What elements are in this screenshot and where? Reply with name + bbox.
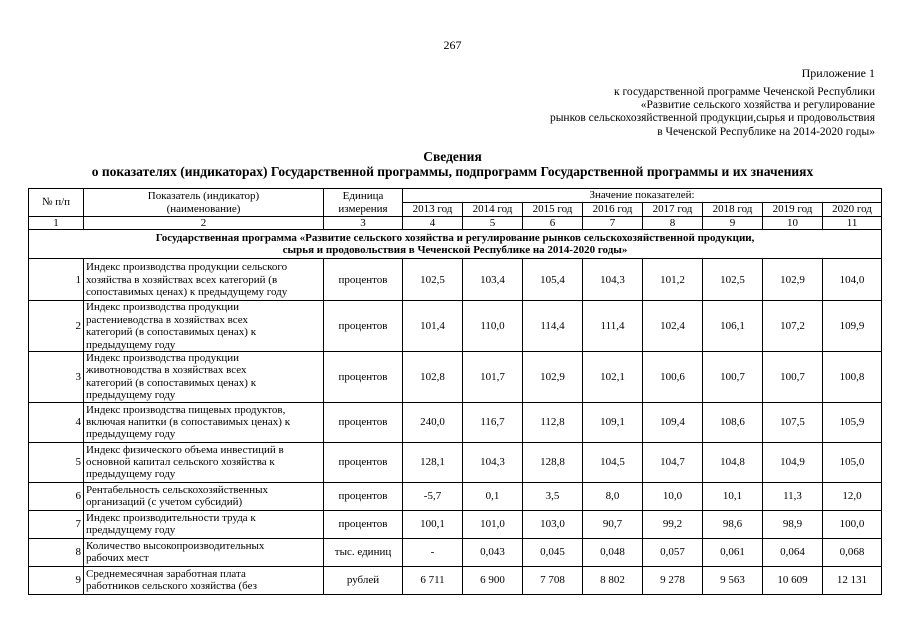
column-number: 10 [763, 217, 823, 230]
value-cell: 0,048 [583, 538, 643, 566]
column-header-unit-line: измерения [338, 202, 388, 215]
heading-subtitle: о показателях (индикаторах) Государственной программы, подпрограмм Государственной программы и их значениях [91, 164, 814, 179]
value-cell: - [403, 538, 463, 566]
indicator-name-line: животноводства в хозяйствах всех [86, 364, 247, 377]
indicator-name [84, 259, 324, 301]
value-cell: 10 609 [763, 566, 823, 594]
value-cell: 11,3 [763, 482, 823, 510]
indicator-name [84, 352, 324, 403]
indicator-name-line: предыдущему году [86, 524, 176, 537]
value-cell: 7 708 [523, 566, 583, 594]
indicator-name-line: сопоставимых ценах) к предыдущему году [86, 286, 288, 299]
value-cell: 108,6 [703, 402, 763, 442]
value-cell: 0,068 [823, 538, 882, 566]
indicator-name-line: Индекс производства продукции [86, 301, 240, 314]
indicators-table-body [29, 189, 882, 595]
column-header-unit [324, 189, 403, 217]
value-cell: 0,1 [463, 482, 523, 510]
indicator-name-line: организаций (с учетом субсидий) [86, 496, 243, 509]
indicator-name-line: работников сельского хозяйства (без [86, 580, 257, 593]
unit-cell: тыс. единиц [324, 538, 403, 566]
column-header-indicator-line: Показатель (индикатор) [147, 190, 260, 203]
value-cell: 0,045 [523, 538, 583, 566]
value-cell: 114,4 [523, 301, 583, 352]
value-cell: 8 802 [583, 566, 643, 594]
unit-cell: процентов [324, 259, 403, 301]
value-cell: 102,5 [403, 259, 463, 301]
column-header-values: Значение показателей: [403, 189, 882, 203]
year-header: 2017 год [643, 203, 703, 217]
row-number: 6 [29, 482, 84, 510]
row-number: 8 [29, 538, 84, 566]
value-cell: 104,3 [583, 259, 643, 301]
value-cell: 98,9 [763, 510, 823, 538]
indicator-name [84, 482, 324, 510]
program-reference-line: к государственной программе Чеченской Республики [614, 86, 875, 98]
value-cell: 103,4 [463, 259, 523, 301]
value-cell: 104,0 [823, 259, 882, 301]
value-cell: 9 278 [643, 566, 703, 594]
unit-cell: процентов [324, 442, 403, 482]
document-heading [0, 149, 905, 179]
value-cell: 6 900 [463, 566, 523, 594]
indicator-name-line: Индекс производства продукции [86, 352, 240, 365]
column-number: 9 [703, 217, 763, 230]
program-title-row [29, 230, 882, 259]
value-cell: 102,9 [763, 259, 823, 301]
indicator-name-line: предыдущему году [86, 428, 176, 441]
program-title-line: сырья и продовольствия в Чеченской Республике на 2014-2020 годы» [282, 244, 628, 257]
table-row [29, 301, 882, 352]
value-cell: 0,064 [763, 538, 823, 566]
indicator-name-line: Количество высокопроизводительных [86, 539, 265, 552]
indicator-name-line: Индекс производительности труда к [86, 511, 256, 524]
unit-cell: процентов [324, 352, 403, 403]
year-header: 2019 год [763, 203, 823, 217]
indicator-name-line: хозяйства в хозяйствах всех категорий (в [86, 273, 278, 286]
column-number: 1 [29, 217, 84, 230]
year-header: 2014 год [463, 203, 523, 217]
value-cell: 106,1 [703, 301, 763, 352]
indicator-name-line: Индекс производства продукции сельского [86, 261, 288, 274]
indicator-name-line: предыдущему году [86, 468, 176, 481]
value-cell: 109,9 [823, 301, 882, 352]
indicator-name-line: растениеводства в хозяйствах всех [86, 313, 248, 326]
row-number: 5 [29, 442, 84, 482]
value-cell: 99,2 [643, 510, 703, 538]
value-cell: 109,4 [643, 402, 703, 442]
heading-title: Сведения [423, 149, 482, 164]
unit-cell: процентов [324, 510, 403, 538]
value-cell: 104,7 [643, 442, 703, 482]
indicator-name-line: категорий (в сопоставимых ценах) к [86, 376, 257, 389]
indicator-name [84, 510, 324, 538]
year-header: 2015 год [523, 203, 583, 217]
indicator-name [84, 402, 324, 442]
value-cell: 0,057 [643, 538, 703, 566]
indicator-name [84, 442, 324, 482]
value-cell: 240,0 [403, 402, 463, 442]
indicator-name-line: категорий (в сопоставимых ценах) к [86, 326, 257, 339]
program-title [29, 230, 882, 259]
column-number: 8 [643, 217, 703, 230]
year-header: 2020 год [823, 203, 882, 217]
table-row [29, 510, 882, 538]
value-cell: 107,2 [763, 301, 823, 352]
value-cell: 111,4 [583, 301, 643, 352]
value-cell: 116,7 [463, 402, 523, 442]
value-cell: 101,0 [463, 510, 523, 538]
value-cell: 109,1 [583, 402, 643, 442]
indicators-table [28, 188, 882, 595]
value-cell: 100,7 [703, 352, 763, 403]
value-cell: 107,5 [763, 402, 823, 442]
year-header: 2013 год [403, 203, 463, 217]
value-cell: 6 711 [403, 566, 463, 594]
unit-cell: рублей [324, 566, 403, 594]
value-cell: 100,6 [643, 352, 703, 403]
value-cell: 101,4 [403, 301, 463, 352]
column-number: 3 [324, 217, 403, 230]
value-cell: 8,0 [583, 482, 643, 510]
table-row [29, 402, 882, 442]
column-number: 11 [823, 217, 882, 230]
column-header-indicator [84, 189, 324, 217]
column-number: 5 [463, 217, 523, 230]
table-row [29, 442, 882, 482]
value-cell: 90,7 [583, 510, 643, 538]
unit-cell: процентов [324, 402, 403, 442]
indicator-name-line: Среднемесячная заработная плата [86, 567, 246, 580]
value-cell: 12 131 [823, 566, 882, 594]
program-reference-line: «Развитие сельского хозяйства и регулирование [640, 99, 875, 112]
value-cell: 103,0 [523, 510, 583, 538]
program-reference-line: рынков сельскохозяйственной продукции,сырья и продовольствия [549, 112, 875, 125]
value-cell: 0,043 [463, 538, 523, 566]
value-cell: 105,4 [523, 259, 583, 301]
column-number: 4 [403, 217, 463, 230]
program-reference [550, 86, 875, 139]
page-number: 267 [443, 38, 462, 52]
value-cell: 102,5 [703, 259, 763, 301]
unit-cell: процентов [324, 301, 403, 352]
indicator-name-line: Индекс производства пищевых продуктов, [86, 403, 286, 416]
value-cell: 102,1 [583, 352, 643, 403]
indicator-name-line: предыдущему году [86, 389, 176, 402]
value-cell: 102,9 [523, 352, 583, 403]
value-cell: 101,7 [463, 352, 523, 403]
indicator-name-line: рабочих мест [86, 552, 149, 565]
program-title-line: Государственная программа «Развитие сельского хозяйства и регулирование рынков сельскохозяйственной продукции, [155, 232, 755, 244]
value-cell: 102,8 [403, 352, 463, 403]
value-cell: 104,3 [463, 442, 523, 482]
value-cell: 104,9 [763, 442, 823, 482]
value-cell: 3,5 [523, 482, 583, 510]
column-number: 7 [583, 217, 643, 230]
indicator-name-line: основной капитал сельского хозяйства к [86, 455, 275, 468]
row-number: 4 [29, 402, 84, 442]
table-header-row [29, 189, 882, 203]
column-header-indicator-line: (наименование) [166, 202, 241, 215]
value-cell: 12,0 [823, 482, 882, 510]
appendix-label: Приложение 1 [801, 66, 875, 80]
year-header: 2016 год [583, 203, 643, 217]
value-cell: 0,061 [703, 538, 763, 566]
table-row [29, 482, 882, 510]
value-cell: 10,1 [703, 482, 763, 510]
value-cell: 9 563 [703, 566, 763, 594]
indicator-name [84, 566, 324, 594]
indicator-name-line: включая напитки (в сопоставимых ценах) к [86, 415, 291, 428]
column-numbers-row [29, 217, 882, 230]
row-number: 7 [29, 510, 84, 538]
value-cell: 104,8 [703, 442, 763, 482]
value-cell: 102,4 [643, 301, 703, 352]
indicator-name-line: Рентабельность сельскохозяйственных [86, 483, 269, 496]
value-cell: 128,8 [523, 442, 583, 482]
column-number: 2 [84, 217, 324, 230]
row-number: 3 [29, 352, 84, 403]
value-cell: 104,5 [583, 442, 643, 482]
value-cell: 100,0 [823, 510, 882, 538]
value-cell: 105,9 [823, 402, 882, 442]
unit-cell: процентов [324, 482, 403, 510]
indicator-name [84, 538, 324, 566]
column-header-unit-line: Единица [342, 190, 384, 203]
indicator-name [84, 301, 324, 352]
value-cell: 100,8 [823, 352, 882, 403]
value-cell: -5,7 [403, 482, 463, 510]
table-row [29, 566, 882, 594]
program-reference-line: в Чеченской Республике на 2014-2020 годы» [657, 125, 875, 138]
value-cell: 128,1 [403, 442, 463, 482]
indicator-name-line: предыдущему году [86, 338, 176, 351]
table-row [29, 538, 882, 566]
table-row [29, 259, 882, 301]
indicator-name-line: Индекс физического объема инвестиций в [86, 443, 284, 456]
value-cell: 112,8 [523, 402, 583, 442]
value-cell: 100,1 [403, 510, 463, 538]
value-cell: 10,0 [643, 482, 703, 510]
row-number: 9 [29, 566, 84, 594]
value-cell: 105,0 [823, 442, 882, 482]
row-number: 1 [29, 259, 84, 301]
row-number: 2 [29, 301, 84, 352]
value-cell: 100,7 [763, 352, 823, 403]
column-number: 6 [523, 217, 583, 230]
value-cell: 101,2 [643, 259, 703, 301]
year-header: 2018 год [703, 203, 763, 217]
value-cell: 98,6 [703, 510, 763, 538]
value-cell: 110,0 [463, 301, 523, 352]
table-row [29, 352, 882, 403]
column-header-number: № п/п [29, 189, 84, 217]
